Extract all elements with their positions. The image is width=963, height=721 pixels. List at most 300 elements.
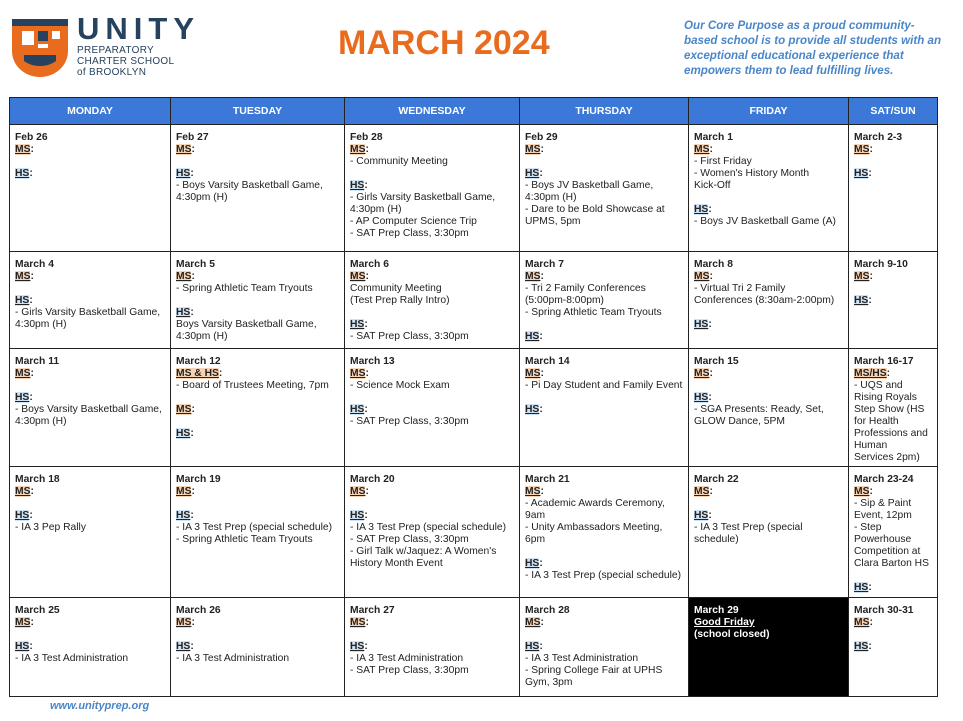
event-line: Professions and	[854, 428, 928, 439]
day-date: March 18	[15, 474, 60, 485]
day-cell	[689, 349, 849, 467]
division-label-text: HS	[176, 510, 191, 521]
middle-school-label: MS:	[525, 368, 544, 379]
event-line: - IA 3 Test Prep (special	[694, 522, 803, 533]
middle-school-label: MS:	[854, 617, 873, 628]
event-line: - Unity Ambassadors Meeting,	[525, 522, 663, 533]
division-label-text: MS	[15, 144, 31, 155]
day-date: March 27	[350, 605, 395, 616]
event-line: - SAT Prep Class, 3:30pm	[350, 331, 469, 342]
event-line: - IA 3 Test Administration	[15, 653, 129, 664]
day-date: March 30-31	[854, 605, 914, 616]
high-school-label: HS:	[350, 641, 368, 652]
high-school-label: HS:	[176, 307, 194, 318]
event-line: - Spring Athletic Team Tryouts	[176, 534, 313, 545]
event-line: - Boys JV Basketball Game,	[525, 180, 654, 191]
day-date: Feb 27	[176, 132, 209, 143]
day-cell	[345, 125, 520, 252]
spacer	[525, 319, 683, 331]
day-date: March 19	[176, 474, 221, 485]
event-line: - IA 3 Pep Rally	[15, 522, 86, 533]
middle-school-label: MS:	[15, 486, 34, 497]
high-school-label: HS:	[176, 510, 194, 521]
day-date: March 2-3	[854, 132, 903, 143]
division-label-text: MS	[15, 368, 31, 379]
high-school-label: HS:	[15, 641, 33, 652]
day-date: March 8	[694, 259, 733, 270]
high-school-label: HS:	[350, 510, 368, 521]
spacer	[694, 380, 843, 392]
division-label-text: MS	[15, 617, 31, 628]
division-label-text: HS	[525, 331, 540, 342]
event-line: schedule)	[694, 534, 739, 545]
division-label-text: HS	[176, 168, 191, 179]
high-school-label: HS:	[854, 295, 872, 306]
day-cell	[849, 467, 938, 598]
middle-school-label: MS:	[350, 271, 369, 282]
high-school-label: HS:	[15, 295, 33, 306]
division-label-text: MS	[15, 486, 31, 497]
weekday-header-row	[10, 98, 938, 125]
event-line: - Girl Talk w/Jaquez: A Women's	[350, 546, 497, 557]
event-line: Boys Varsity Basketball Game,	[176, 319, 317, 330]
day-cell	[345, 349, 520, 467]
day-cell	[171, 125, 345, 252]
middle-school-label: MS:	[694, 368, 713, 379]
event-line: - SAT Prep Class, 3:30pm	[350, 665, 469, 676]
day-cell	[10, 598, 171, 697]
high-school-label: HS:	[854, 582, 872, 593]
header-thursday: THURSDAY	[520, 98, 689, 125]
day-cell	[849, 598, 938, 697]
division-label-text: MS	[350, 368, 366, 379]
middle-school-label: MS:	[15, 617, 34, 628]
division-label-text: MS	[694, 271, 710, 282]
spacer	[525, 546, 683, 558]
event-line: Clara Barton HS	[854, 558, 929, 569]
day-cell	[10, 467, 171, 598]
division-label-text: HS	[350, 319, 365, 330]
event-line: Gym, 3pm	[525, 677, 573, 688]
day-cell	[171, 467, 345, 598]
day-cell	[345, 467, 520, 598]
division-label-text: HS	[350, 180, 365, 191]
spacer	[694, 192, 843, 204]
event-line: - Science Mock Exam	[350, 380, 450, 391]
core-purpose-statement: Our Core Purpose as a proud community-based school is to provide all students with an exceptional educational experience that empowers them to lead fulfilling lives.	[684, 19, 942, 77]
division-label-text: MS	[694, 486, 710, 497]
middle-school-label: MS:	[350, 144, 369, 155]
division-label-text: HS	[854, 582, 869, 593]
division-label-text: HS	[15, 641, 30, 652]
day-date: March 5	[176, 259, 215, 270]
division-label-text: HS	[176, 641, 191, 652]
division-label-text: HS	[350, 641, 365, 652]
division-label-text: MS	[176, 486, 192, 497]
spacer	[176, 295, 339, 307]
spacer	[350, 307, 514, 319]
middle-school-label: MS:	[525, 271, 544, 282]
day-cell	[849, 349, 938, 467]
middle-school-label: MS:	[176, 404, 195, 415]
day-cell	[520, 349, 689, 467]
event-line: Human	[854, 440, 888, 451]
event-line: - SAT Prep Class, 3:30pm	[350, 228, 469, 239]
event-line: - Academic Awards Ceremony,	[525, 498, 665, 509]
header-sat-sun: SAT/SUN	[849, 98, 938, 125]
event-line: 9am	[525, 510, 546, 521]
middle-school-label: MS:	[525, 486, 544, 497]
event-line: GLOW Dance, 5PM	[694, 416, 785, 427]
high-school-label: HS:	[694, 510, 712, 521]
footer-website[interactable]: www.unityprep.org	[50, 700, 150, 712]
event-line: Powerhouse	[854, 534, 912, 545]
middle-school-label: MS/HS:	[854, 368, 891, 379]
day-date: March 28	[525, 605, 570, 616]
week-row	[10, 252, 938, 349]
high-school-label: HS:	[176, 428, 194, 439]
division-label-text: HS	[694, 319, 709, 330]
middle-school-label: MS:	[350, 486, 369, 497]
event-line: - Girls Varsity Basketball Game,	[350, 192, 496, 203]
high-school-label: HS:	[525, 558, 543, 569]
event-line: - Dare to be Bold Showcase at	[525, 204, 665, 215]
day-cell	[520, 467, 689, 598]
day-date: March 26	[176, 605, 221, 616]
event-line: 4:30pm (H)	[15, 319, 67, 330]
event-line: - Girls Varsity Basketball Game,	[15, 307, 161, 318]
day-cell	[849, 252, 938, 349]
day-cell	[520, 598, 689, 697]
division-label-text: MS	[176, 271, 192, 282]
event-line: 6pm	[525, 534, 546, 545]
middle-school-label: MS:	[176, 271, 195, 282]
division-label-text: MS	[525, 486, 541, 497]
division-label-text: MS	[854, 486, 870, 497]
event-line: - SAT Prep Class, 3:30pm	[350, 416, 469, 427]
high-school-label: HS:	[350, 319, 368, 330]
day-date: March 20	[350, 474, 395, 485]
division-label-text: MS & HS	[176, 368, 219, 379]
event-line: - AP Computer Science Trip	[350, 216, 477, 227]
division-label-text: MS	[350, 144, 366, 155]
high-school-label: HS:	[525, 168, 543, 179]
event-line: 4:30pm (H)	[176, 331, 228, 342]
middle-school-label: MS:	[854, 271, 873, 282]
spacer	[350, 392, 514, 404]
division-label-text: MS/HS	[854, 368, 887, 379]
event-line: - Spring Athletic Team Tryouts	[525, 307, 662, 318]
day-date: March 15	[694, 356, 739, 367]
spacer	[15, 380, 165, 392]
event-line: Kick-Off	[694, 180, 731, 191]
calendar-table	[9, 97, 938, 697]
high-school-label: HS:	[854, 168, 872, 179]
division-label-text: MS	[176, 404, 192, 415]
page-header	[0, 0, 963, 95]
day-date: Feb 29	[525, 132, 558, 143]
event-line: - Boys Varsity Basketball Game,	[15, 404, 162, 415]
day-date: March 22	[694, 474, 739, 485]
header-monday: MONDAY	[10, 98, 171, 125]
division-label-text: MS	[350, 271, 366, 282]
event-line: History Month Event	[350, 558, 443, 569]
event-line: Rising Royals	[854, 392, 917, 403]
day-date: March 7	[525, 259, 564, 270]
event-line: Step Show (HS	[854, 404, 925, 415]
event-line: - Spring College Fair at UPHS	[525, 665, 663, 676]
day-date: March 23-24	[854, 474, 914, 485]
division-label-text: MS	[525, 368, 541, 379]
spacer	[694, 307, 843, 319]
week-row	[10, 598, 938, 697]
division-label-text: HS	[854, 295, 869, 306]
brand-line-2: CHARTER SCHOOL	[77, 56, 175, 67]
division-label-text: MS	[525, 144, 541, 155]
day-cell	[10, 349, 171, 467]
event-line: - Spring Athletic Team Tryouts	[176, 283, 313, 294]
spacer	[176, 629, 339, 641]
high-school-label: HS:	[15, 392, 33, 403]
week-row	[10, 125, 938, 252]
high-school-label: HS:	[525, 404, 543, 415]
event-line: - IA 3 Test Administration	[350, 653, 464, 664]
event-line: - IA 3 Test Administration	[176, 653, 290, 664]
division-label-text: HS	[854, 168, 869, 179]
division-label-text: MS	[176, 144, 192, 155]
spacer	[694, 498, 843, 510]
event-line: - First Friday	[694, 156, 752, 167]
day-date: March 21	[525, 474, 570, 485]
brand-block	[77, 13, 200, 78]
event-line: (Test Prep Rally Intro)	[350, 295, 450, 306]
day-cell	[345, 598, 520, 697]
day-date: March 4	[15, 259, 54, 270]
event-line: - IA 3 Test Prep (special schedule)	[176, 522, 333, 533]
spacer	[525, 629, 683, 641]
spacer	[525, 392, 683, 404]
day-date: Feb 26	[15, 132, 48, 143]
spacer	[176, 498, 339, 510]
event-line: - SGA Presents: Ready, Set,	[694, 404, 824, 415]
middle-school-label: MS:	[176, 144, 195, 155]
event-line: 4:30pm (H)	[176, 192, 228, 203]
week-row	[10, 467, 938, 598]
day-date: March 11	[15, 356, 60, 367]
division-label-text: MS	[176, 617, 192, 628]
middle-school-label: MS:	[15, 271, 34, 282]
day-date: March 25	[15, 605, 60, 616]
middle-school-label: MS:	[694, 271, 713, 282]
day-cell	[520, 125, 689, 252]
day-date: March 13	[350, 356, 395, 367]
event-line: - Boys JV Basketball Game (A)	[694, 216, 836, 227]
header-friday: FRIDAY	[689, 98, 849, 125]
spacer	[525, 156, 683, 168]
school-closed-note: (school closed)	[694, 629, 770, 640]
event-line: - Board of Trustees Meeting, 7pm	[176, 380, 329, 391]
high-school-label: HS:	[176, 641, 194, 652]
middle-school-label: MS:	[350, 368, 369, 379]
high-school-label: HS:	[525, 331, 543, 342]
spacer	[854, 570, 932, 582]
day-cell	[171, 252, 345, 349]
event-line: Conferences (8:30am-2:00pm)	[694, 295, 835, 306]
event-line: - Tri 2 Family Conferences	[525, 283, 646, 294]
spacer	[15, 283, 165, 295]
day-cell	[849, 125, 938, 252]
event-line: - Virtual Tri 2 Family	[694, 283, 786, 294]
high-school-label: HS:	[694, 392, 712, 403]
day-date: March 9-10	[854, 259, 908, 270]
division-label-text: HS	[350, 510, 365, 521]
spacer	[15, 156, 165, 168]
event-line: - Pi Day Student and Family Event	[525, 380, 683, 391]
week-row	[10, 349, 938, 467]
calendar-body	[10, 125, 938, 697]
division-label-text: MS	[350, 486, 366, 497]
event-line: - Step	[854, 522, 882, 533]
day-cell	[10, 252, 171, 349]
spacer	[176, 416, 339, 428]
event-line: for Health	[854, 416, 899, 427]
spacer	[350, 168, 514, 180]
high-school-label: HS:	[350, 180, 368, 191]
spacer	[176, 392, 339, 404]
spacer	[854, 283, 932, 295]
event-line: Services 2pm)	[854, 452, 920, 463]
division-label-text: MS	[694, 368, 710, 379]
day-date: March 14	[525, 356, 570, 367]
high-school-label: HS:	[525, 641, 543, 652]
header-tuesday: TUESDAY	[171, 98, 345, 125]
event-line: Community Meeting	[350, 283, 442, 294]
day-date: March 29	[694, 605, 739, 616]
day-cell	[520, 252, 689, 349]
event-line: Competition at	[854, 546, 921, 557]
middle-school-label: MS:	[350, 617, 369, 628]
division-label-text: HS	[694, 392, 709, 403]
event-line: - Community Meeting	[350, 156, 448, 167]
middle-school-label: MS:	[15, 144, 34, 155]
event-line: (5:00pm-8:00pm)	[525, 295, 604, 306]
middle-school-label: MS:	[176, 486, 195, 497]
event-line: - SAT Prep Class, 3:30pm	[350, 534, 469, 545]
event-line: 4:30pm (H)	[350, 204, 402, 215]
high-school-label: HS:	[176, 168, 194, 179]
high-school-label: HS:	[15, 510, 33, 521]
division-label-text: MS	[350, 617, 366, 628]
division-label-text: MS	[694, 144, 710, 155]
holiday-name: Good Friday	[694, 617, 755, 628]
event-line: - Sip & Paint	[854, 498, 912, 509]
header-wednesday: WEDNESDAY	[345, 98, 520, 125]
middle-school-label: MS:	[694, 144, 713, 155]
page-title: MARCH 2024	[338, 24, 550, 62]
spacer	[854, 156, 932, 168]
spacer	[350, 629, 514, 641]
middle-school-label: MS:	[525, 144, 544, 155]
day-cell	[689, 598, 849, 697]
day-date: March 16-17	[854, 356, 914, 367]
event-line: - Women's History Month	[694, 168, 810, 179]
division-label-text: HS	[525, 168, 540, 179]
middle-school-label: MS:	[525, 617, 544, 628]
division-label-text: MS	[854, 271, 870, 282]
division-label-text: MS	[15, 271, 31, 282]
brand-line-3: of BROOKLYN	[77, 67, 147, 78]
day-cell	[10, 125, 171, 252]
high-school-label: HS:	[15, 168, 33, 179]
day-date: March 6	[350, 259, 389, 270]
high-school-label: HS:	[854, 641, 872, 652]
event-line: Event, 12pm	[854, 510, 912, 521]
high-school-label: HS:	[350, 404, 368, 415]
event-line: UPMS, 5pm	[525, 216, 581, 227]
division-label-text: HS	[15, 295, 30, 306]
division-label-text: HS	[350, 404, 365, 415]
division-label-text: HS	[15, 510, 30, 521]
middle-school-label: MS & HS:	[176, 368, 223, 379]
division-label-text: HS	[525, 558, 540, 569]
spacer	[176, 156, 339, 168]
division-label-text: MS	[854, 144, 870, 155]
day-date: Feb 28	[350, 132, 383, 143]
event-line: - IA 3 Test Administration	[525, 653, 639, 664]
middle-school-label: MS:	[854, 486, 873, 497]
division-label-text: HS	[525, 404, 540, 415]
division-label-text: HS	[525, 641, 540, 652]
division-label-text: HS	[176, 307, 191, 318]
spacer	[350, 498, 514, 510]
division-label-text: HS	[694, 204, 709, 215]
day-cell	[689, 252, 849, 349]
event-line: 4:30pm (H)	[15, 416, 67, 427]
brand-line-1: PREPARATORY	[77, 45, 155, 56]
middle-school-label: MS:	[176, 617, 195, 628]
day-cell	[171, 349, 345, 467]
high-school-label: HS:	[694, 319, 712, 330]
day-cell	[689, 467, 849, 598]
event-line: - UQS and	[854, 380, 903, 391]
day-cell	[171, 598, 345, 697]
middle-school-label: MS:	[694, 486, 713, 497]
spacer	[15, 629, 165, 641]
event-line: - IA 3 Test Prep (special schedule)	[525, 570, 682, 581]
event-line: - Boys Varsity Basketball Game,	[176, 180, 323, 191]
unity-logo-icon	[10, 15, 70, 77]
day-cell	[689, 125, 849, 252]
brand-name: UNITY	[77, 11, 200, 46]
division-label-text: MS	[525, 271, 541, 282]
division-label-text: HS	[15, 392, 30, 403]
division-label-text: HS	[176, 428, 191, 439]
spacer	[854, 629, 932, 641]
day-cell	[345, 252, 520, 349]
event-line: 4:30pm (H)	[525, 192, 577, 203]
division-label-text: HS	[694, 510, 709, 521]
division-label-text: MS	[854, 617, 870, 628]
day-date: March 1	[694, 132, 733, 143]
division-label-text: HS	[854, 641, 869, 652]
middle-school-label: MS:	[854, 144, 873, 155]
middle-school-label: MS:	[15, 368, 34, 379]
high-school-label: HS:	[694, 204, 712, 215]
division-label-text: MS	[525, 617, 541, 628]
division-label-text: HS	[15, 168, 30, 179]
event-line: - IA 3 Test Prep (special schedule)	[350, 522, 507, 533]
day-date: March 12	[176, 356, 221, 367]
